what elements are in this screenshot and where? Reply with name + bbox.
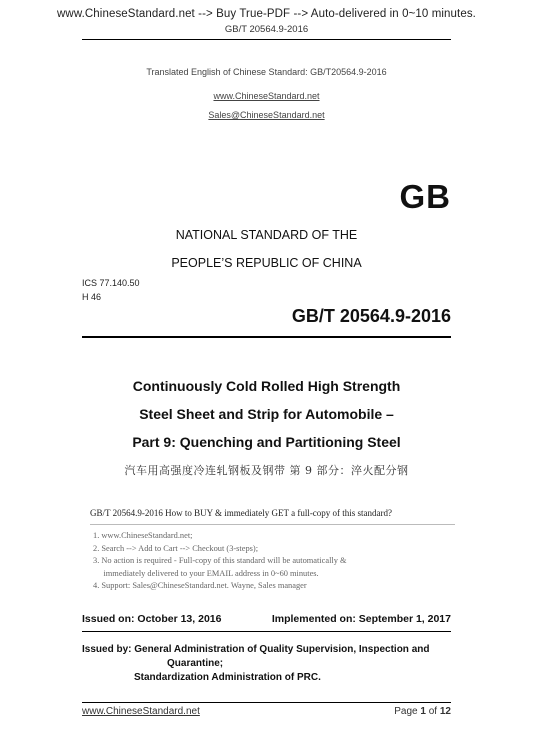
issuer-line3: Standardization Administration of PRC. [134,672,321,683]
purchase-step: 4. Support: Sales@ChineseStandard.net. Wayne, Sales manager [93,581,307,590]
purchase-step: 1. www.ChineseStandard.net; [93,531,193,540]
title-line1: Continuously Cold Rolled High Strength [132,378,401,394]
page-indicator [394,706,451,717]
standard-code: GB/T 20564.9-2016 [291,306,451,326]
header-doc-id: GB/T 20564.9-2016 [224,24,309,35]
page-current: 1 [420,706,426,717]
purchase-divider [90,524,455,525]
purchase-step: 2. Search --> Add to Cart --> Checkout (3-steps); [93,543,259,553]
page-prefix: Page [394,706,421,717]
top-banner: www.ChineseStandard.net --> Buy True-PDF --> Auto-delivered in 0~10 minutes. [57,8,476,20]
purchase-step: immediately delivered to your EMAIL address in 0~60 minutes. [93,568,319,578]
purchase-heading: GB/T 20564.9-2016 How to BUY & immediately GET a full-copy of this standard? [90,508,393,518]
national-standard-line2: PEOPLE’S REPUBLIC OF CHINA [171,256,362,270]
issuer-line1: Issued by: General Administration of Quality Supervision, Inspection and [82,644,430,655]
purchase-steps [93,530,347,593]
dates-divider [82,631,451,632]
issuer-block [82,643,429,685]
page-total: 12 [439,706,451,717]
issuer-line2: Quarantine; [167,658,224,669]
ccs-code: H 46 [82,292,102,302]
email-link[interactable]: Sales@ChineseStandard.net [208,110,325,120]
footer-divider [82,702,451,703]
page-of: of [425,706,440,717]
issued-date: Issued on: October 13, 2016 [82,613,222,625]
title-line3: Part 9: Quenching and Partitioning Steel [132,434,401,450]
chinese-title: 汽车用高强度冷连轧钢板及钢带 第 9 部分：淬火配分钢 [124,464,409,477]
translation-note: Translated English of Chinese Standard: GB/T20564.9-2016 [146,67,387,77]
website-link[interactable]: www.ChineseStandard.net [213,91,320,101]
ics-code: ICS 77.140.50 [82,278,140,288]
gb-mark: GB [399,178,451,215]
purchase-step: 3. No action is required - Full-copy of this standard will be automatically & [93,556,347,565]
footer-website-link[interactable]: www.ChineseStandard.net [82,706,200,717]
implemented-date: Implemented on: September 1, 2017 [271,613,451,625]
code-divider [82,336,451,338]
header-divider [82,39,451,40]
title-line2: Steel Sheet and Strip for Automobile – [139,406,394,422]
national-standard-line1: NATIONAL STANDARD OF THE [175,228,358,242]
